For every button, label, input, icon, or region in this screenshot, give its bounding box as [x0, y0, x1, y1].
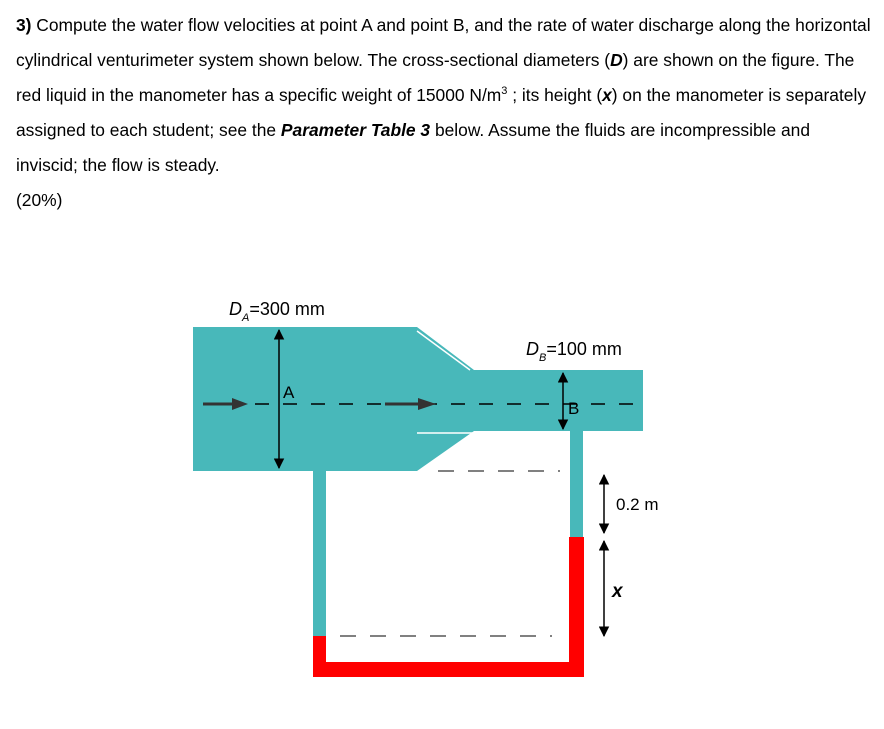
problem-number: 3) [16, 15, 32, 35]
diameter-symbol: D [610, 50, 623, 70]
x-label: x [612, 581, 623, 602]
height-label: 0.2 m [616, 495, 659, 514]
diameter-b-label: $D_B=100$ mm [526, 339, 622, 364]
problem-text-part3: ; its height ( [507, 85, 603, 105]
point-a-label: A [283, 383, 295, 402]
problem-weight: (20%) [16, 190, 63, 210]
problem-text-part5: below. Assume the fluids are incompressible and inviscid; the flow is steady. [16, 120, 811, 175]
height-symbol: x [602, 85, 612, 105]
problem-text-part1: Compute the water flow velocities at point A and point B, and the rate of water discharge along the horizontal cylindrical venturimeter system shown below. The cross-sectional diameters ( [16, 15, 871, 70]
diameter-a-label: $D_A=300$ mm [229, 299, 325, 324]
problem-text-part2: ) are shown on the figure. The red liquid in the manometer has a specific weight of 15000 N/m [16, 50, 855, 105]
manometer-liquid [313, 537, 584, 677]
parameter-table-reference: Parameter Table 3 [280, 120, 431, 140]
manometer-right-tube [570, 431, 583, 537]
problem-text-part4: ) on the manometer is separately assigned to each student; see the [16, 85, 867, 140]
point-b-label: B [568, 399, 580, 418]
manometer-left-tube [313, 471, 326, 636]
cube-superscript: 3 [501, 85, 508, 97]
